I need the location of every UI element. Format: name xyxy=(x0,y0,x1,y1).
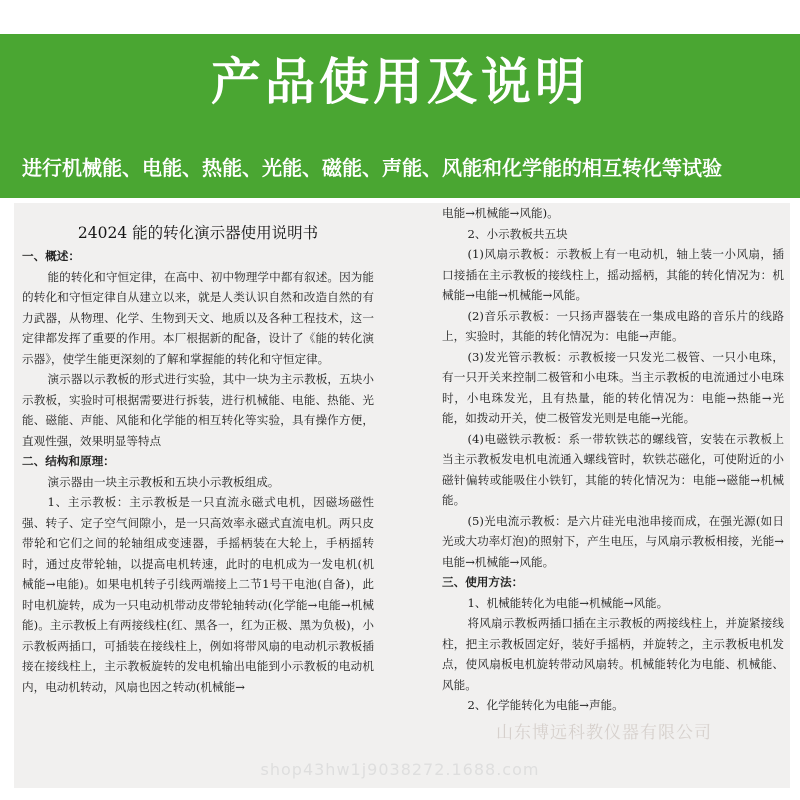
paragraph: 1、机械能转化为电能→机械能→风能。 xyxy=(467,595,669,610)
paragraph: 电能→机械能→风能)。 xyxy=(442,206,559,220)
left-column xyxy=(22,203,374,697)
paragraph: (1)风扇示教板：示教板上有一电动机，轴上装一小风扇，插口接插在主示教板的接线柱上，摇动摇柄，其能的转化情况为：机械能→电能→机械能→风能。 xyxy=(442,247,784,302)
shop-url-watermark: shop43hw1j9038272.1688.com xyxy=(260,760,540,779)
paragraph: 2、小示教板共五块 xyxy=(467,226,568,241)
right-column xyxy=(442,203,784,716)
paragraph: 演示器以示教板的形式进行实验，其中一块为主示教板，五块小示教板，实验时可根据需要进行拆装，进行机械能、电能、热能、光能、磁能、声能、风能和化学能的相互转化等实验，具有操作方便，直观性强，效果明显等特点 xyxy=(22,372,374,448)
banner-subtitle: 进行机械能、电能、热能、光能、磁能、声能、风能和化学能的相互转化等试验 xyxy=(22,156,722,180)
paragraph: (3)发光管示教板：示教板接一只发光二极管、一只小电珠，有一只开关来控制二极管和小电珠。当主示教板的电流通过小电珠时，小电珠发光，且有热量，能的转化情况为：电能→热能→光能，如拨动开关，使二极管发光则是电能→光能。 xyxy=(442,349,784,425)
left-column-body xyxy=(22,246,374,697)
manual-sheet xyxy=(14,203,790,788)
section-heading: 三、使用方法： xyxy=(442,575,524,589)
paragraph: 演示器由一块主示教板和五块小示教板组成。 xyxy=(47,474,280,489)
section-heading: 一、概述： xyxy=(22,249,80,263)
paragraph: 能的转化和守恒定律，在高中、初中物理学中都有叙述。因为能的转化和守恒定律自从建立以来，就是人类认识自然和改造自然的有力武器，从物理、化学、生物到天文、地质以及各种工程技术，这一定律都发挥了重要的作用。本厂根据新的配备，设计了《能的转化演示器》，使学生能更深刻的了解和掌握能的转化和守恒定律。 xyxy=(22,269,374,366)
paragraph: 1、主示教板：主示教板是一只直流永磁式电机，因磁场磁性强、转子、定子空气间隙小，是一只高效率永磁式直流电机。两只皮带轮和它们之间的轮轴组成变速器，手摇柄装在大轮上，手柄摇转时，通过皮带轮轴，以提高电机转速，此时的电机成为一发电机(机械能→电能)。如果电机转子引线两端接上二节1号干电池(自备)，此时电机旋转，成为一只电动机带动皮带轮轴转动(化学能→电能→机械能)。主示教板上有两接线柱(红、黑各一，红为正极、黑为负极)，小示教板两插口，可插装在接线柱上，例如将带风扇的电动机示教板插接在接线柱上，主示教板旋转的发电机输出电能到小示教板的电动机内，电动机转动，风扇也因之转动(机械能→ xyxy=(22,495,374,694)
paragraph: (4)电磁铁示教板：系一带软铁芯的螺线管，安装在示教板上当主示教板发电机电流通入螺线管时，软铁芯磁化，可使附近的小磁针偏转或能吸住小铁钉，其能的转化情况为：电能→磁能→机械能。 xyxy=(442,431,784,507)
company-watermark: 山东博远科教仪器有限公司 xyxy=(496,723,712,743)
paragraph: 将风扇示教板两插口插在主示教板的两接线柱上，并旋紧接线柱，把主示教板固定好，装好手摇柄，并旋转之，主示教板电机发点，使风扇板电机旋转带动风扇转。机械能转化为电能、机械能、风能。 xyxy=(442,616,784,692)
paragraph: (5)光电流示教板：是六片硅光电池串接而成，在强光源(如日光或大功率灯泡)的照射下，产生电压，与风扇示教板相接，光能→电能→机械能→风能。 xyxy=(442,513,784,569)
paragraph: (2)音乐示教板：一只扬声器装在一集成电路的音乐片的线路上，实验时，其能的转化情况为：电能→声能。 xyxy=(442,308,784,343)
section-heading: 二、结构和原理： xyxy=(22,454,115,468)
banner-title: 产品使用及说明 xyxy=(211,53,589,111)
right-column-body xyxy=(442,203,784,716)
manual-title: 24024 能的转化演示器使用说明书 xyxy=(77,224,319,242)
title-banner xyxy=(0,34,800,198)
paragraph: 2、化学能转化为电能→声能。 xyxy=(467,698,624,712)
